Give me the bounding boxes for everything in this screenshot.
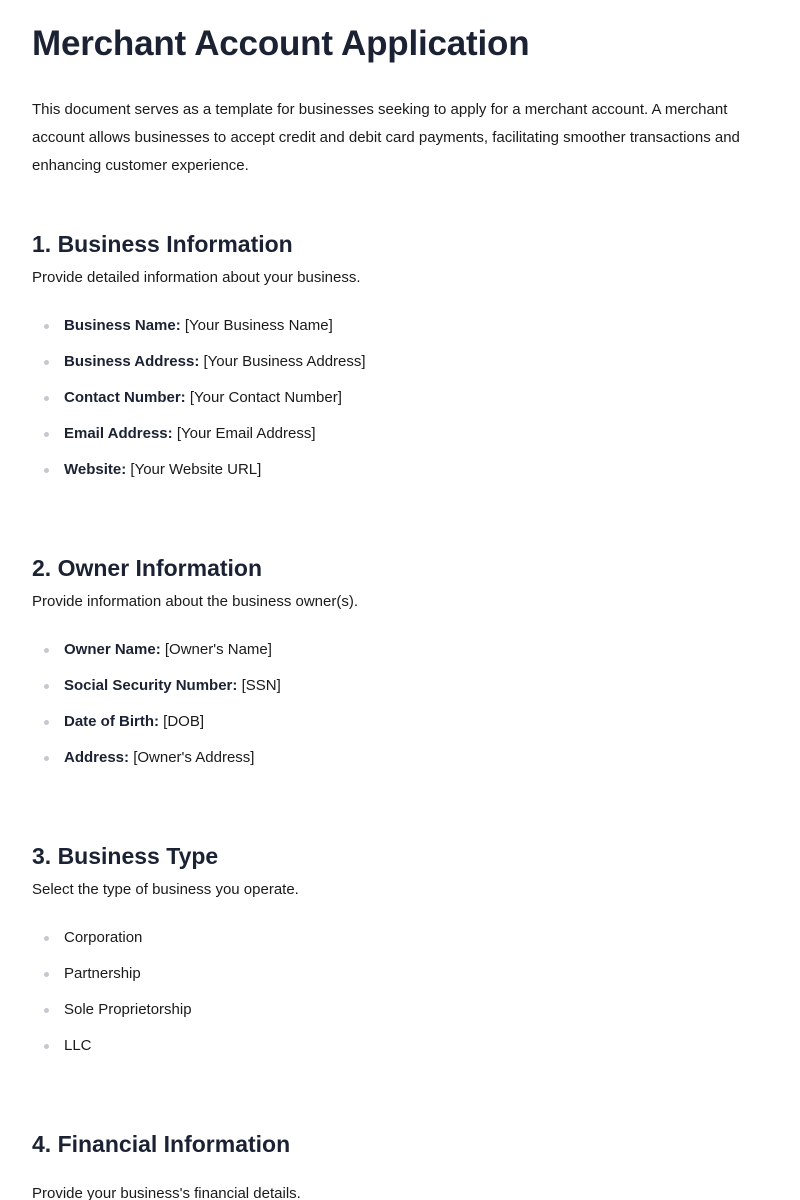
bullet-icon — [44, 936, 49, 941]
business-type-option: Corporation — [64, 929, 143, 946]
document-title: Merchant Account Application — [32, 24, 530, 63]
business-type-option: Sole Proprietorship — [64, 1001, 192, 1018]
field-label: Owner Name: — [64, 641, 161, 658]
list-item — [32, 638, 281, 674]
field-value: [Your Website URL] — [130, 461, 262, 478]
field-value: [Owner's Address] — [133, 749, 255, 766]
section-description: Provide detailed information about your business. — [32, 269, 361, 286]
section-heading: 1. Business Information — [32, 231, 293, 257]
field-value: [DOB] — [163, 713, 205, 730]
bullet-icon — [44, 1008, 49, 1013]
bullet-icon — [44, 720, 49, 725]
business-type-option: Partnership — [64, 965, 141, 982]
bullet-icon — [44, 1044, 49, 1049]
field-value: [Your Business Address] — [203, 353, 366, 370]
section-description: Provide information about the business owner(s). — [32, 593, 359, 610]
field-value: [Your Contact Number] — [189, 389, 342, 406]
list-item — [32, 314, 366, 350]
bullet-icon — [44, 756, 49, 761]
list-item — [32, 746, 281, 782]
field-list — [32, 314, 366, 494]
bullet-icon — [44, 648, 49, 653]
field-label: Contact Number: — [64, 389, 186, 406]
business-type-option: LLC — [64, 1037, 92, 1054]
field-value: [SSN] — [241, 677, 281, 694]
field-label: Business Name: — [64, 317, 181, 334]
list-item — [32, 386, 366, 422]
bullet-icon — [44, 396, 49, 401]
bullet-icon — [44, 684, 49, 689]
section-description: Provide your business's financial details. — [32, 1185, 301, 1200]
field-list — [32, 638, 281, 782]
list-item — [32, 422, 366, 458]
section-financial-information — [32, 1124, 772, 1200]
field-label: Social Security Number: — [64, 677, 238, 694]
field-value: [Owner's Name] — [164, 641, 272, 658]
section-heading: 2. Owner Information — [32, 555, 263, 581]
field-label: Date of Birth: — [64, 713, 159, 730]
section-description: Select the type of business you operate. — [32, 881, 299, 898]
section-heading: 3. Business Type — [32, 843, 219, 869]
list-item — [32, 674, 281, 710]
field-label: Email Address: — [64, 425, 173, 442]
business-type-list — [32, 926, 192, 1070]
field-value: [Your Email Address] — [176, 425, 316, 442]
intro-paragraph: This document serves as a template for businesses seeking to apply for a merchant account. A merchant account allows businesses to accept credit and debit card payments, facilitating smoother transactions and enhancing customer experience. — [32, 101, 740, 174]
bullet-icon — [44, 360, 49, 365]
field-label: Business Address: — [64, 353, 200, 370]
list-item — [32, 458, 366, 494]
list-item — [32, 998, 192, 1034]
list-item — [32, 926, 192, 962]
section-owner-information — [32, 548, 772, 766]
field-label: Website: — [64, 461, 127, 478]
bullet-icon — [44, 324, 49, 329]
bullet-icon — [44, 468, 49, 473]
field-value: [Your Business Name] — [184, 317, 333, 334]
list-item — [32, 962, 192, 998]
section-business-information — [32, 224, 772, 478]
list-item — [32, 350, 366, 386]
bullet-icon — [44, 432, 49, 437]
field-label: Address: — [64, 749, 130, 766]
list-item — [32, 710, 281, 746]
section-heading: 4. Financial Information — [32, 1131, 291, 1157]
section-business-type — [32, 836, 772, 1054]
list-item — [32, 1034, 192, 1070]
bullet-icon — [44, 972, 49, 977]
